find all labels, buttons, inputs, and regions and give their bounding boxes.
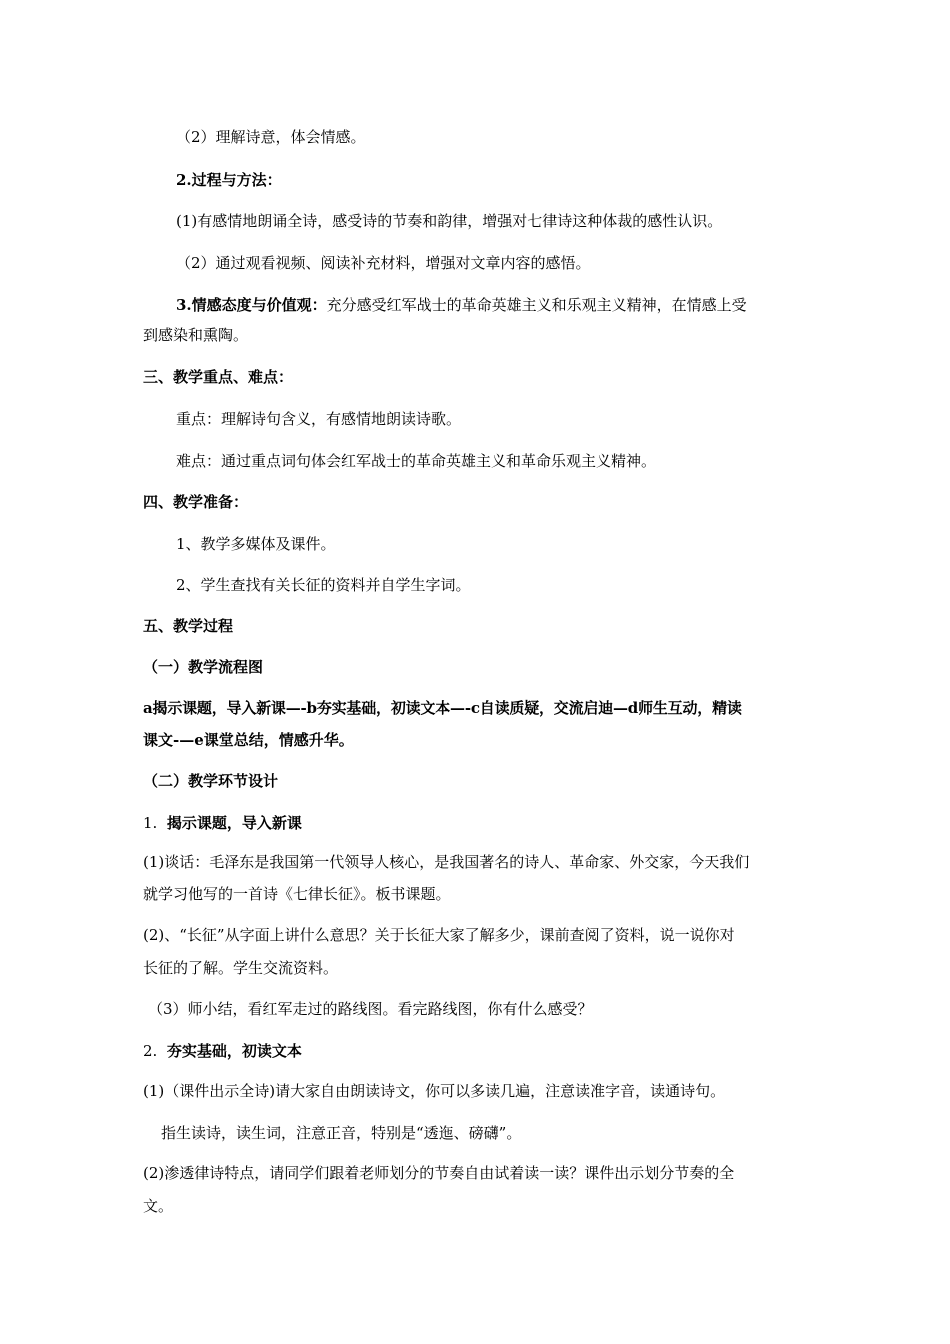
paragraph: （3）师小结，看红军走过的路线图。看完路线图，你有什么感受？ (148, 1000, 593, 1018)
paragraph: (1)有感情地朗诵全诗，感受诗的节奏和韵律，增强对七律诗这种体裁的感性认识。 (176, 212, 723, 230)
step-title: 夯实基础，初读文本 (166, 1042, 302, 1060)
paragraph: (2)渗透律诗特点，请同学们跟着老师划分的节奏自由试着读一读？课件出示划分节奏的全 (143, 1164, 735, 1182)
paragraph: 重点：理解诗句含义，有感情地朗读诗歌。 (176, 410, 462, 428)
subsection-heading: （二）教学环节设计 (143, 772, 279, 790)
step-title: 揭示课题，导入新课 (166, 814, 302, 832)
step-number: 1. (143, 814, 158, 832)
section-heading: 3.情感态度与价值观： (176, 296, 327, 314)
paragraph: (2)、“长征”从字面上讲什么意思？关于长征大家了解多少，课前查阅了资料，说一说你对 (143, 926, 735, 944)
paragraph: (1)谈话：毛泽东是我国第一代领导人核心，是我国著名的诗人、革命家、外交家，今天我们 (143, 853, 750, 871)
paragraph: 文。 (143, 1197, 174, 1215)
section-heading: 五、教学过程 (143, 617, 234, 635)
paragraph: 就学习他写的一首诗《七律长征》。板书课题。 (143, 885, 451, 903)
paragraph: 指生读诗，读生词，注意正音，特别是“透迤、磅礴”。 (161, 1124, 522, 1142)
paragraph: 长征的了解。学生交流资料。 (143, 959, 339, 977)
step-heading (143, 1041, 813, 1061)
flow-chart-text: 课文-—e课堂总结，情感升华。 (143, 731, 354, 749)
section-heading: 三、教学重点、难点： (143, 368, 294, 386)
paragraph: （2）理解诗意，体会情感。 (176, 128, 366, 146)
section-heading: 四、教学准备： (143, 493, 249, 511)
paragraph-text: 充分感受红军战士的革命英雄主义和乐观主义精神，在情感上受 (326, 296, 747, 314)
paragraph: 难点：通过重点词句体会红军战士的革命英雄主义和革命乐观主义精神。 (176, 452, 657, 470)
paragraph: (1)（课件出示全诗)请大家自由朗读诗文，你可以多读几遍，注意读准字音，读通诗句。 (143, 1082, 726, 1100)
paragraph (176, 295, 846, 315)
paragraph: （2）通过观看视频、阅读补充材料，增强对文章内容的感悟。 (176, 254, 591, 272)
step-heading (143, 813, 813, 833)
paragraph: 到感染和熏陶。 (143, 326, 249, 344)
section-heading: 2.过程与方法： (176, 171, 282, 189)
list-item: 2、学生查找有关长征的资料并自学生字词。 (176, 576, 471, 594)
list-item: 1、教学多媒体及课件。 (176, 535, 336, 553)
step-number: 2. (143, 1042, 158, 1060)
flow-chart-text: a揭示课题，导入新课—-b夯实基础，初读文本—-c自读质疑，交流启迪—d师生互动，精读 (143, 699, 742, 717)
subsection-heading: （一）教学流程图 (143, 658, 264, 676)
